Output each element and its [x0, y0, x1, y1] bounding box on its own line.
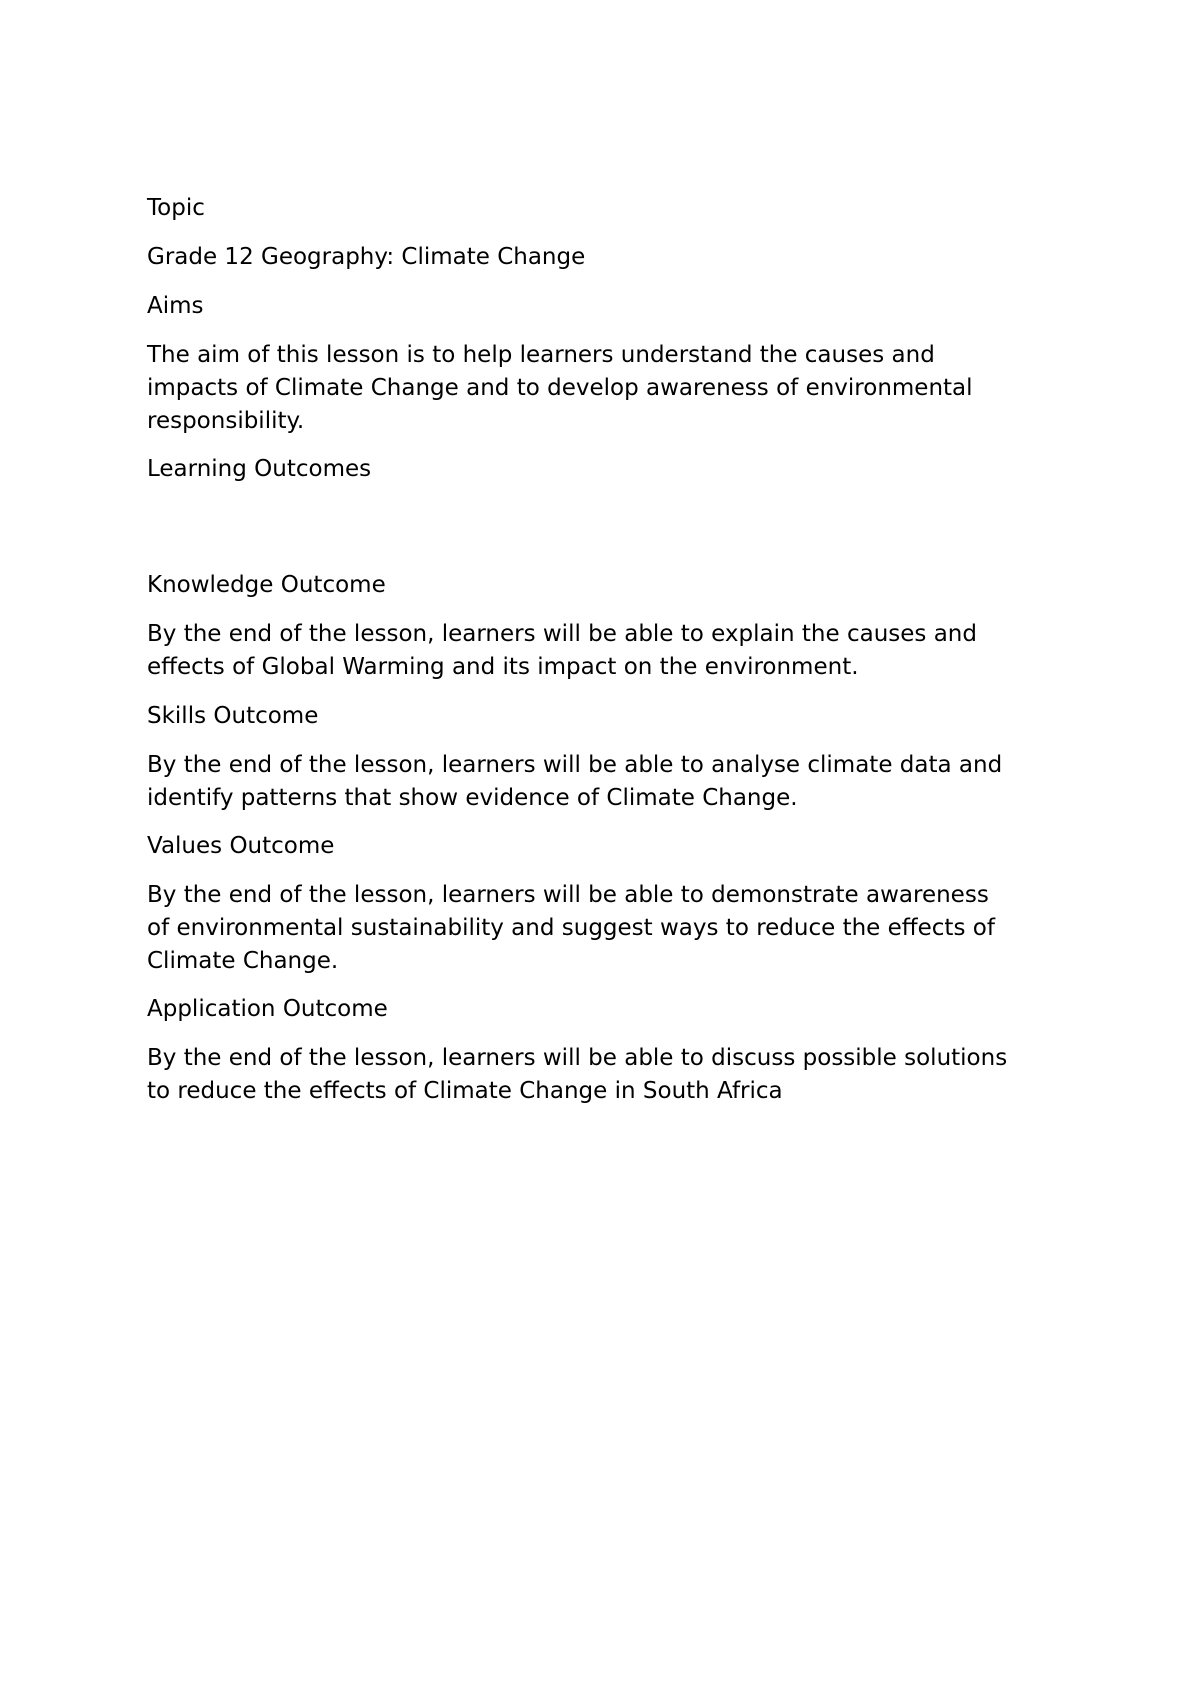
- knowledge-outcome-heading: Knowledge Outcome: [147, 572, 386, 598]
- aims-heading: Aims: [147, 293, 204, 319]
- application-outcome-heading: Application Outcome: [147, 996, 388, 1022]
- topic-value: Grade 12 Geography: Climate Change: [147, 244, 586, 270]
- skills-outcome-line-2: identify patterns that show evidence of Climate Change.: [147, 785, 798, 811]
- learning-outcomes-heading: Learning Outcomes: [147, 456, 372, 482]
- topic-heading: Topic: [147, 195, 205, 221]
- values-outcome-line-1: By the end of the lesson, learners will be able to demonstrate awareness: [147, 882, 989, 908]
- knowledge-outcome-line-1: By the end of the lesson, learners will be able to explain the causes and: [147, 621, 977, 647]
- knowledge-outcome-line-2: effects of Global Warming and its impact on the environment.: [147, 654, 859, 680]
- aims-line-2: impacts of Climate Change and to develop awareness of environmental: [147, 375, 973, 401]
- aims-line-3: responsibility.: [147, 408, 305, 434]
- values-outcome-line-2: of environmental sustainability and suggest ways to reduce the effects of: [147, 915, 995, 941]
- application-outcome-line-1: By the end of the lesson, learners will be able to discuss possible solutions: [147, 1045, 1008, 1071]
- application-outcome-line-2: to reduce the effects of Climate Change in South Africa: [147, 1078, 783, 1104]
- values-outcome-heading: Values Outcome: [147, 833, 335, 859]
- aims-line-1: The aim of this lesson is to help learners understand the causes and: [147, 342, 935, 368]
- skills-outcome-line-1: By the end of the lesson, learners will be able to analyse climate data and: [147, 752, 1003, 778]
- values-outcome-line-3: Climate Change.: [147, 948, 339, 974]
- skills-outcome-heading: Skills Outcome: [147, 703, 319, 729]
